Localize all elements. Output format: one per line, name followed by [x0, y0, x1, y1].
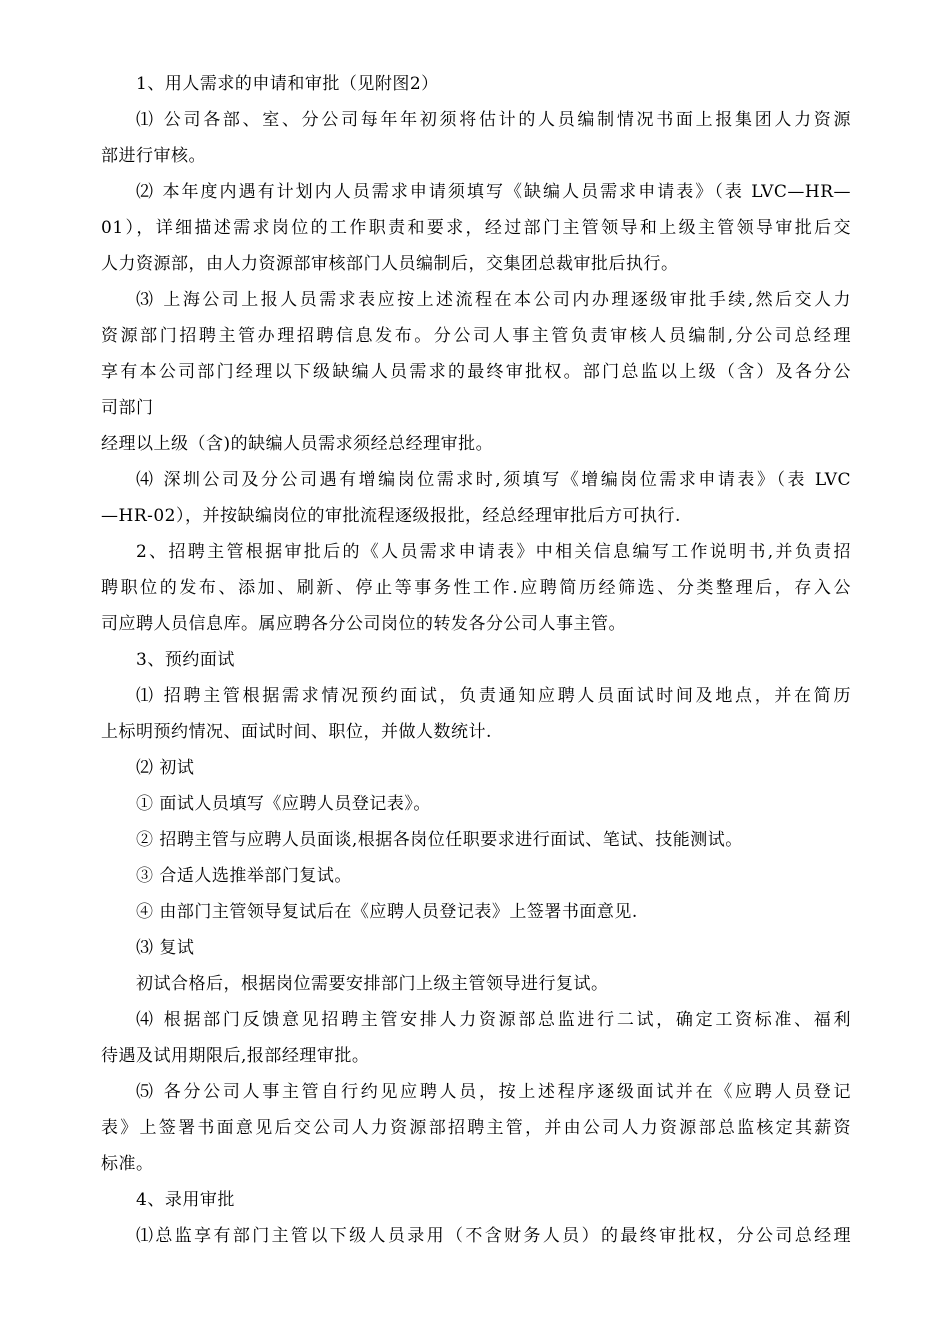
section-heading: 4、录用审批 — [136, 1190, 235, 1210]
paragraph-line: 人力资源部，由人力资源部审核部门人员编制后，交集团总裁审批后执行。 — [101, 254, 679, 274]
paragraph-line: 司部门 — [101, 398, 154, 418]
paragraph-line: 标准。 — [101, 1154, 154, 1174]
paragraph-line: 经理以上级（含)的缺编人员需求须经总经理审批。 — [101, 434, 494, 454]
paragraph-line: 待遇及试用期限后,报部经理审批。 — [101, 1046, 370, 1066]
paragraph-line: 上标明预约情况、面试时间、职位，并做人数统计. — [101, 722, 492, 742]
paragraph-line: 享有本公司部门经理以下级缺编人员需求的最终审批权。部门总监以上级（含）及各分公 — [101, 362, 851, 382]
paragraph-line: ⑴总监享有部门主管以下级人员录用（不含财务人员）的最终审批权，分公司总经理 — [136, 1226, 851, 1246]
paragraph-line: 资源部门招聘主管办理招聘信息发布。分公司人事主管负责审核人员编制,分公司总经理 — [101, 326, 851, 346]
paragraph-line: 表》上签署书面意见后交公司人力资源部招聘主管，并由公司人力资源部总监核定其薪资 — [101, 1118, 851, 1138]
paragraph-line: ⑴ 招聘主管根据需求情况预约面试，负责通知应聘人员面试时间及地点，并在简历 — [136, 686, 851, 706]
section-heading: 1、用人需求的申请和审批（见附图2） — [136, 74, 439, 94]
list-item: ② 招聘主管与应聘人员面谈,根据各岗位任职要求进行面试、笔试、技能测试。 — [136, 830, 743, 850]
paragraph-line: ⑵ 本年度内遇有计划内人员需求申请须填写《缺编人员需求申请表》（表 LVC—HR— — [136, 182, 851, 202]
paragraph-line: 初试合格后，根据岗位需要安排部门上级主管领导进行复试。 — [136, 974, 609, 994]
paragraph-line: ⑴ 公司各部、室、分公司每年年初须将估计的人员编制情况书面上报集团人力资源 — [136, 110, 851, 130]
paragraph-line: 部进行审核。 — [101, 146, 206, 166]
list-item: ① 面试人员填写《应聘人员登记表》。 — [136, 794, 431, 814]
paragraph-line: 聘职位的发布、添加、刷新、停止等事务性工作.应聘简历经筛选、分类整理后，存入公 — [101, 578, 851, 598]
subsection-heading: ⑶ 复试 — [136, 938, 195, 958]
paragraph-line: ⑸ 各分公司人事主管自行约见应聘人员，按上述程序逐级面试并在《应聘人员登记 — [136, 1082, 851, 1102]
paragraph-line: ⑷ 深圳公司及分公司遇有增编岗位需求时,须填写《增编岗位需求申请表》（表 LVC — [136, 470, 851, 490]
paragraph-line: 司应聘人员信息库。属应聘各分公司岗位的转发各分公司人事主管。 — [101, 614, 626, 634]
list-item: ④ 由部门主管领导复试后在《应聘人员登记表》上签署书面意见. — [136, 902, 638, 922]
section-heading: 3、预约面试 — [136, 650, 235, 670]
list-item: ③ 合适人选推举部门复试。 — [136, 866, 352, 886]
paragraph-line: ⑷ 根据部门反馈意见招聘主管安排人力资源部总监进行二试，确定工资标准、福利 — [136, 1010, 851, 1030]
paragraph-line: 01），详细描述需求岗位的工作职责和要求，经过部门主管领导和上级主管领导审批后交 — [101, 218, 851, 238]
paragraph-line: —HR-02），并按缺编岗位的审批流程逐级报批，经总经理审批后方可执行. — [101, 506, 681, 526]
subsection-heading: ⑵ 初试 — [136, 758, 195, 778]
paragraph-line: 2、招聘主管根据审批后的《人员需求申请表》中相关信息编写工作说明书,并负责招 — [136, 542, 851, 562]
paragraph-line: ⑶ 上海公司上报人员需求表应按上述流程在本公司内办理逐级审批手续,然后交人力 — [136, 290, 851, 310]
